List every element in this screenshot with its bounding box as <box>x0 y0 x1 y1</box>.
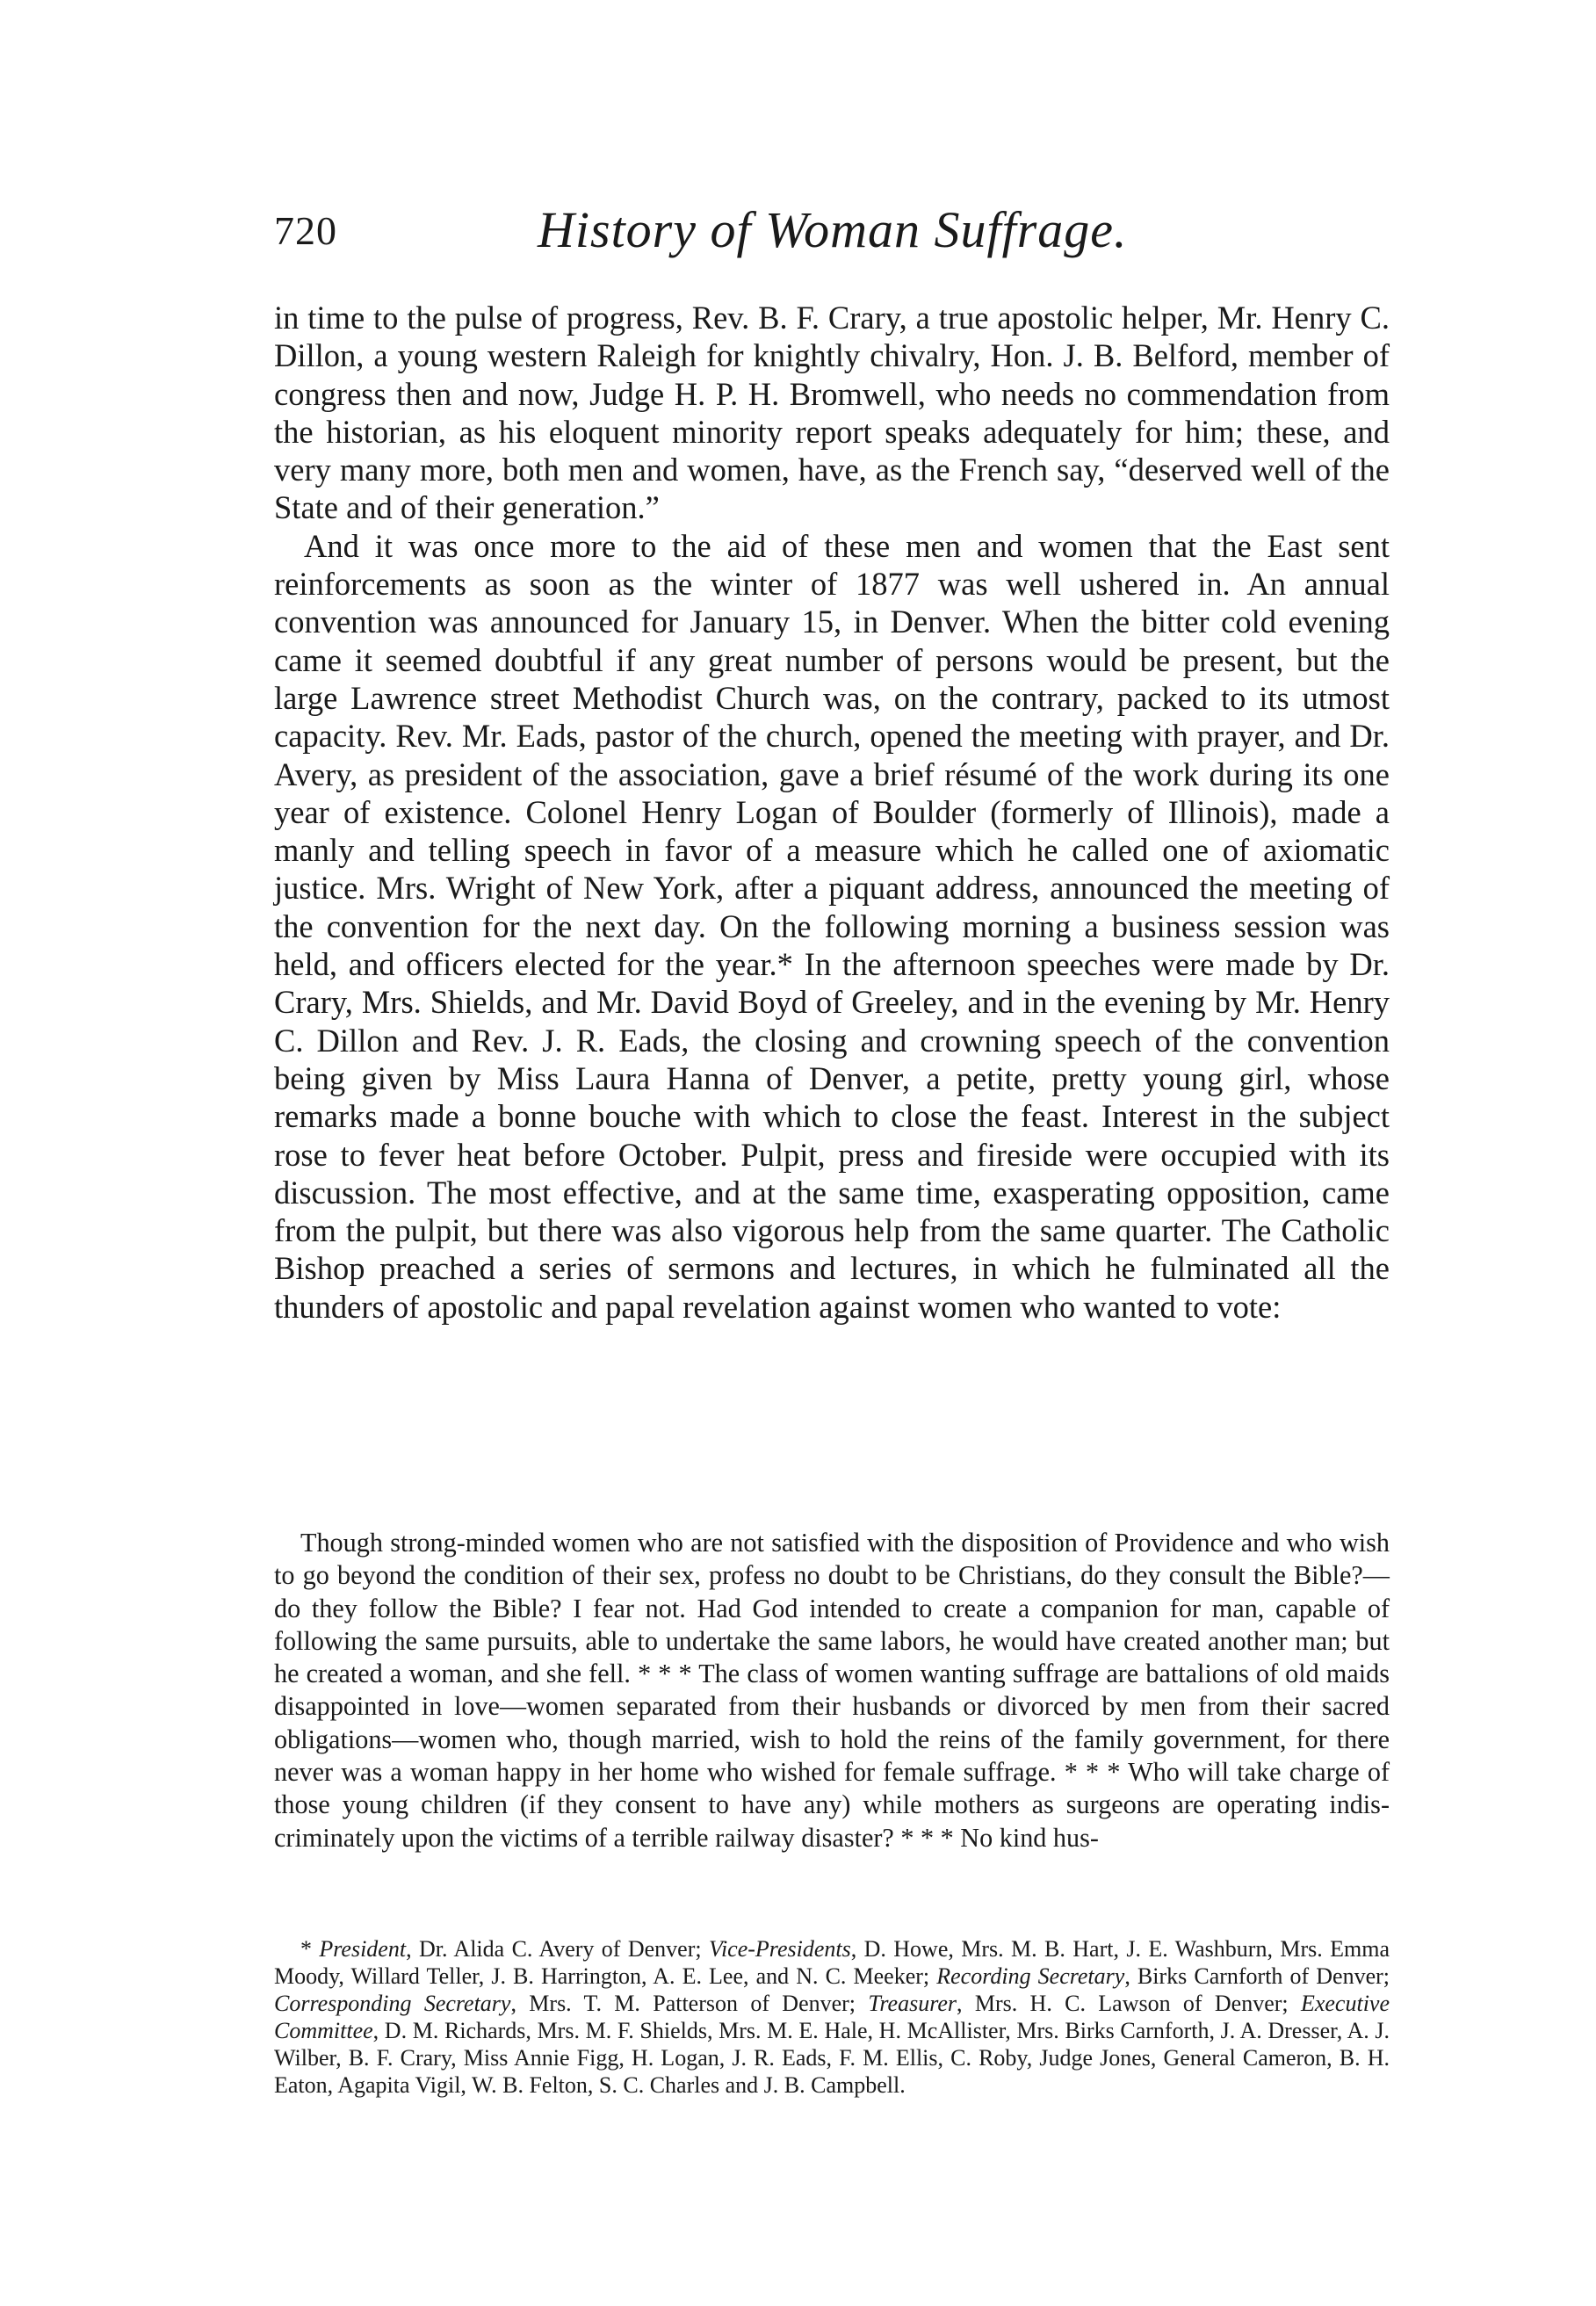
quote-text: Though strong-minded women who are not satisfied with the disposition of Providence and who wish to go beyond the condition of their sex, profess no doubt to be Christians, do they consult the Bible?—do they follow the Bible? I fear not. Had God intended to create a companion for man, capable of following the same pursuits, able to undertake the same labors, he would have created another man; but he created a woman, and she fell. * * * The class of women wanting suffrage are battalions of old maids disappointed in love—women separated from their husbands or divorced by men from their sacred obligations—women who, though married, wish to hold the reins of the family government, for there never was a woman happy in her home who wished for female suffrage. * * * Who will take charge of those young children (if they consent to have any) while mothers as surgeons are operating indiscriminately upon the victims of a terrible railway disaster? * * * No kind hus- <box>274 1528 1390 1853</box>
footnote-text <box>274 1935 1390 2100</box>
paragraph-convention: And it was once more to the aid of these men and women that the East sent reinforcements as soon as the winter of 1877 was well ushered in. An annual convention was announced for January 15, in Denver. When the bitter cold evening came it seemed doubtful if any great number of persons would be present, but the large Lawrence street Methodist Church was, on the contrary, packed to its utmost capacity. Rev. Mr. Eads, pastor of the church, opened the meeting with prayer, and Dr. Avery, as president of the association, gave a brief résumé of the work during its one year of existence. Colonel Henry Logan of Boulder (formerly of Illinois), made a manly and telling speech in favor of a measure which he called one of axiomatic justice. Mrs. Wright of New York, after a piquant address, announced the meeting of the convention for the next day. On the following morning a business session was held, and officers elected for the year.* In the afternoon speeches were made by Dr. Crary, Mrs. Shields, and Mr. David Boyd of Greeley, and in the evening by Mr. Henry C. Dillon and Rev. J. R. Eads, the closing and crowning speech of the convention being given by Miss Laura Hanna of Denver, a petite, pretty young girl, whose remarks made a bonne bouche with which to close the feast. Interest in the subject rose to fever heat before October. Pulpit, press and fireside were occupied with its discussion. The most effective, and at the same time, exasperating opposition, came from the pulpit, but there was also vigorous help from the same quarter. The Catholic Bishop preached a series of sermons and lectures, in which he fulminated all the thunders of apostolic and papal revelation against women who wanted to vote: <box>274 527 1390 1325</box>
footnote-names: , Mrs. T. M. Patterson of Denver; <box>510 1991 869 2017</box>
footnote-office-title: Vice-Presidents <box>709 1936 851 1962</box>
footnote-office-title: Executive Committee <box>274 1991 1390 2044</box>
bishop-quote <box>274 1527 1390 1854</box>
body-text <box>274 299 1390 1326</box>
page-header <box>274 200 1390 271</box>
footnote-names: , Dr. Alida C. Avery of Denver; <box>406 1936 709 1962</box>
footnote-names: , Mrs. H. C. Lawson of Denver; <box>957 1991 1301 2017</box>
running-title: History of Woman Suffrage. <box>538 201 1128 258</box>
paragraph-continuation: in time to the pulse of progress, Rev. B. F. Crary, a true apostolic helper, Mr. Henry C. Dillon, a young western Raleigh for knightly chivalry, Hon. J. B. Belford, member of congress then and now, Judge H. P. H. Bromwell, who needs no commendation from the historian, as his eloquent minority report speaks adequately for him; these, and very many more, both men and women, have, as the French say, “deserved well of the State and of their generation.” <box>274 300 1390 526</box>
footnote-office-title: Treasurer <box>868 1991 957 2017</box>
footnote-office-title: Corresponding Secretary <box>274 1991 511 2017</box>
footnote-marker: * <box>300 1936 320 1962</box>
footnote-names: , Birks Carnforth of Denver; <box>1124 1963 1390 1990</box>
footnote-office-title: Recording Secretary <box>936 1963 1125 1990</box>
footnote-office-title: President <box>319 1936 407 1962</box>
footnote <box>274 1935 1390 2100</box>
page-number: 720 <box>274 208 337 253</box>
footnote-names: , D. Howe, Mrs. M. B. Hart, J. E. Washburn, Mrs. Emma Moody, Willard Teller, J. B. Harrington, A. E. Lee, and N. C. Meeker; <box>274 1936 1390 1990</box>
footnote-names: , D. M. Richards, Mrs. M. F. Shields, Mrs. M. E. Hale, H. McAllister, Mrs. Birks Carnforth, J. A. Dresser, A. J. Wilber, B. F. Crary, Miss Annie Figg, H. Logan, J. R. Eads, F. M. Ellis, C. Roby, Judge Jones, General Cameron, B. H. Eaton, Agapita Vigil, W. B. Felton, S. C. Charles and J. B. Campbell. <box>274 2018 1390 2099</box>
